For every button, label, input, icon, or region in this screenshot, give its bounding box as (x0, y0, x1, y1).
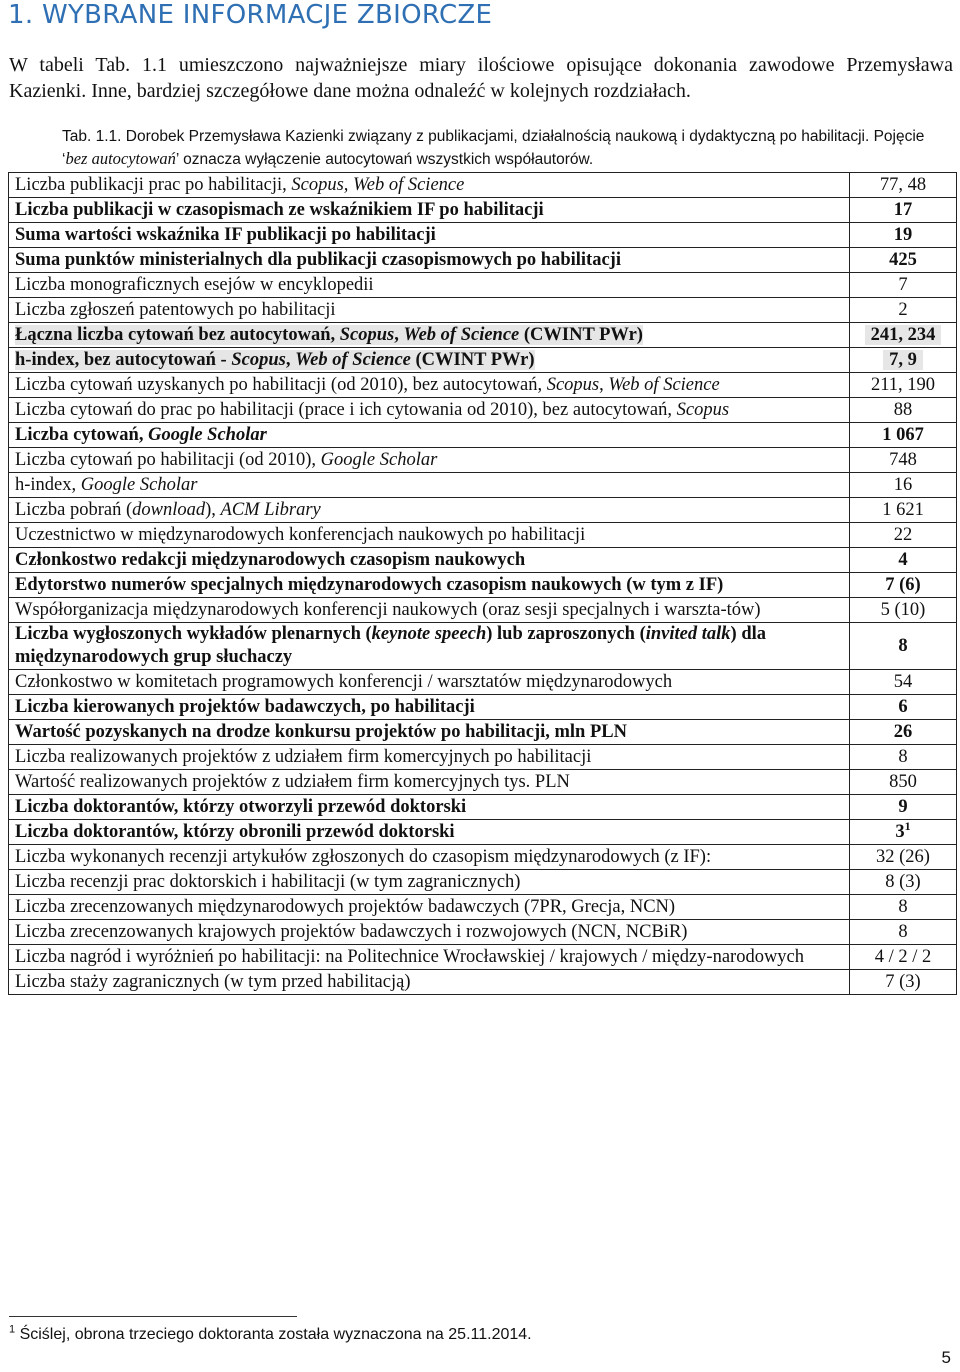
label-segment: Edytorstwo numerów specjalnych międzynarodowych czasopism naukowych (w tym z IF) (15, 574, 724, 595)
row-value (850, 498, 957, 523)
row-label-text (15, 275, 374, 295)
table-row (9, 623, 957, 670)
row-value (850, 348, 957, 373)
row-label-text (15, 922, 687, 942)
row-label (9, 448, 850, 473)
table-row (9, 523, 957, 548)
label-segment: Suma wartości wskaźnika IF publikacji po habilitacji (15, 224, 436, 245)
section-heading: 1. WYBRANE INFORMACJE ZBIORCZE (8, 0, 493, 30)
table-row (9, 770, 957, 795)
label-italic-segment: invited talk (645, 624, 731, 644)
label-segment: h-index, (15, 474, 81, 495)
row-label-text (15, 300, 336, 320)
label-segment: Liczba realizowanych projektów z udziałem firm komercyjnych po habilitacji (15, 746, 592, 767)
label-segment: Liczba zgłoszeń patentowych po habilitacji (15, 299, 336, 320)
row-value (850, 920, 957, 945)
row-value-text: 26 (893, 721, 913, 742)
table-row (9, 273, 957, 298)
table-row (9, 945, 957, 970)
row-label (9, 920, 850, 945)
table-row (9, 398, 957, 423)
label-italic-segment: Scopus (339, 324, 395, 345)
summary-table (8, 172, 957, 995)
label-segment: Liczba wykonanych recenzji artykułów zgłoszonych do czasopism międzynarodowych (z IF): (15, 846, 712, 867)
table-row (9, 423, 957, 448)
caption-text-2: ’ oznacza wyłączenie autocytowań wszystkich współautorów. (175, 151, 594, 168)
footnote-text: Ściślej, obrona trzeciego doktoranta została wyznaczona na 25.11.2014. (19, 1326, 532, 1343)
row-label (9, 795, 850, 820)
row-value (850, 248, 957, 273)
row-value-text: 241, 234 (865, 325, 942, 345)
label-italic-segment: Scopus (546, 374, 600, 395)
row-value-text: 9 (898, 796, 908, 817)
row-label-text (15, 350, 535, 370)
row-value (850, 795, 957, 820)
table-row (9, 323, 957, 348)
row-label (9, 745, 850, 770)
row-label-text (15, 847, 711, 867)
row-value-text: 850 (889, 771, 917, 792)
label-italic-segment: Web of Science (295, 349, 411, 370)
table-row (9, 373, 957, 398)
row-label-text (15, 947, 804, 967)
table-row (9, 820, 957, 845)
row-value-text: 8 (898, 635, 908, 656)
label-segment: Wartość pozyskanych na drodze konkursu projektów po habilitacji, mln PLN (15, 721, 627, 742)
footnote-reference: 1 (904, 818, 911, 833)
row-label-text (15, 400, 729, 420)
row-value (850, 695, 957, 720)
row-label (9, 373, 850, 398)
row-value (850, 398, 957, 423)
label-italic-segment: Scopus (231, 349, 286, 370)
label-italic-segment: download (132, 499, 206, 520)
row-label (9, 970, 850, 995)
label-segment: Liczba cytowań uzyskanych po habilitacji (od 2010), bez autocytowań, (15, 374, 547, 395)
label-segment: h-index, bez autocytowań - (15, 349, 232, 370)
row-label-text (15, 822, 455, 842)
row-label (9, 820, 850, 845)
label-segment: Łączna liczba cytowań bez autocytowań, (15, 324, 340, 345)
row-value (850, 770, 957, 795)
label-segment: Liczba zrecenzowanych krajowych projektów badawczych i rozwojowych (NCN, NCBiR) (15, 921, 688, 942)
label-italic-segment: ACM Library (220, 499, 321, 520)
row-value-text: 32 (26) (876, 846, 930, 867)
row-label (9, 548, 850, 573)
table-row (9, 448, 957, 473)
row-label (9, 573, 850, 598)
row-label-text (15, 475, 197, 495)
table-row (9, 498, 957, 523)
row-label (9, 173, 850, 198)
row-label (9, 198, 850, 223)
row-value (850, 448, 957, 473)
table-row (9, 473, 957, 498)
row-label-text (15, 575, 723, 595)
row-value (850, 623, 957, 670)
row-value (850, 720, 957, 745)
table-row (9, 845, 957, 870)
table-row (9, 198, 957, 223)
row-value (850, 548, 957, 573)
row-label (9, 248, 850, 273)
row-label-text (15, 872, 520, 892)
label-italic-segment: Scopus (676, 399, 730, 420)
row-value (850, 173, 957, 198)
label-segment: Liczba cytowań, (15, 424, 149, 445)
footnote-separator (9, 1316, 297, 1317)
row-label-text (15, 500, 321, 520)
row-label-text (15, 624, 766, 667)
row-label (9, 945, 850, 970)
label-segment: Liczba cytowań do prac po habilitacji (prace i ich cytowania od 2010), bez autocytowań, (15, 399, 677, 420)
page-number: 5 (941, 1348, 951, 1367)
row-label-text (15, 325, 643, 345)
label-segment: , (599, 374, 609, 395)
label-segment: ), (205, 499, 221, 520)
row-value (850, 273, 957, 298)
row-label (9, 423, 850, 448)
row-value (850, 473, 957, 498)
row-label (9, 273, 850, 298)
row-label (9, 670, 850, 695)
row-value-text: 22 (893, 524, 913, 545)
row-value (850, 198, 957, 223)
row-label (9, 498, 850, 523)
row-label (9, 770, 850, 795)
row-value-text: 7 (898, 274, 908, 295)
table-caption (62, 126, 950, 171)
label-segment: ) dla międzynarodowych grup słuchaczy (15, 624, 766, 667)
row-label (9, 695, 850, 720)
label-segment: Uczestnictwo w międzynarodowych konferencjach naukowych po habilitacji (15, 524, 586, 545)
label-segment: Liczba doktorantów, którzy obronili przewód doktorski (15, 821, 455, 842)
label-italic-segment: Web of Science (403, 324, 520, 345)
row-label-text (15, 772, 570, 792)
label-italic-segment: Google Scholar (320, 449, 438, 470)
row-value (850, 598, 957, 623)
label-segment: Liczba zrecenzowanych międzynarodowych projektów badawczych (7PR, Grecja, NCN) (15, 896, 676, 917)
row-label-text (15, 550, 525, 570)
row-value (850, 298, 957, 323)
label-segment: , (285, 349, 296, 370)
table-row (9, 573, 957, 598)
label-segment: (CWINT PWr) (410, 349, 535, 370)
row-label (9, 623, 850, 670)
row-label-text (15, 972, 411, 992)
row-value (850, 745, 957, 770)
label-segment: Współorganizacja międzynarodowych konferencji naukowych (oraz sesji specjalnych i warszta-tów) (15, 599, 761, 620)
row-value-text: 8 (898, 921, 908, 942)
row-value-text: 19 (893, 224, 913, 245)
table-row (9, 298, 957, 323)
row-label-text (15, 897, 675, 917)
row-label-text (15, 525, 585, 545)
row-value-text: 16 (893, 474, 913, 495)
row-value-text: 748 (889, 449, 917, 470)
row-value (850, 970, 957, 995)
row-value (850, 373, 957, 398)
row-label (9, 348, 850, 373)
label-segment: Członkostwo redakcji międzynarodowych czasopism naukowych (15, 549, 526, 570)
label-italic-segment: Google Scholar (80, 474, 198, 495)
label-italic-segment: Web of Science (608, 374, 720, 395)
label-italic-segment: Google Scholar (148, 424, 267, 445)
label-segment: Wartość realizowanych projektów z udziałem firm komercyjnych tys. PLN (15, 771, 570, 792)
row-value-text: 4 (898, 549, 908, 570)
row-value-text: 8 (898, 746, 908, 767)
row-label-text (15, 175, 464, 195)
label-segment: Suma punktów ministerialnych dla publikacji czasopismowych po habilitacji (15, 249, 621, 270)
row-value-text: 2 (898, 299, 908, 320)
row-label-text (15, 600, 761, 620)
row-label (9, 223, 850, 248)
row-value (850, 845, 957, 870)
table-row (9, 598, 957, 623)
row-label-text (15, 450, 437, 470)
label-italic-segment: Scopus, Web of Science (291, 174, 465, 195)
table-row (9, 348, 957, 373)
row-value (850, 870, 957, 895)
row-value-text: 77, 48 (879, 174, 927, 195)
row-label (9, 720, 850, 745)
table-row (9, 795, 957, 820)
table-row (9, 870, 957, 895)
row-value (850, 670, 957, 695)
row-value (850, 423, 957, 448)
row-value-text: 425 (889, 249, 917, 270)
row-value (850, 895, 957, 920)
label-segment: Liczba wygłoszonych wykładów plenarnych ( (15, 624, 372, 644)
label-segment: Liczba kierowanych projektów badawczych, po habilitacji (15, 696, 475, 717)
row-value (850, 523, 957, 548)
label-segment: Liczba publikacji prac po habilitacji, (15, 174, 292, 195)
label-segment: ) lub zaproszonych ( (486, 624, 646, 644)
row-value-text: 5 (10) (880, 599, 926, 620)
label-segment: Liczba pobrań ( (15, 499, 133, 520)
row-label (9, 398, 850, 423)
label-segment: (CWINT PWr) (519, 324, 643, 345)
row-label-text (15, 697, 475, 717)
table-row (9, 720, 957, 745)
row-value-text: 17 (893, 199, 913, 220)
row-value-text: 211, 190 (870, 374, 936, 395)
label-segment: Liczba nagród i wyróżnień po habilitacji: na Politechnice Wrocławskiej / krajowych / między-narodowych (15, 946, 805, 967)
intro-paragraph: W tabeli Tab. 1.1 umieszczono najważniejsze miary ilościowe opisujące dokonania zawodowe Przemysława Kazienki. Inne, bardziej szczegółowe dane można odnaleźć w kolejnych rozdziałach. (9, 54, 953, 102)
row-value-text: 1 621 (882, 499, 924, 520)
caption-italic-term: bez autocytowań (65, 149, 176, 168)
row-value-text: 88 (893, 399, 913, 420)
table-row (9, 920, 957, 945)
footnote-marker: 1 (9, 1323, 16, 1336)
row-label (9, 298, 850, 323)
label-segment: Liczba recenzji prac doktorskich i habilitacji (w tym zagranicznych) (15, 871, 521, 892)
row-value-text: 4 / 2 / 2 (874, 946, 932, 967)
table-row (9, 223, 957, 248)
row-value-text: 1 067 (882, 424, 924, 445)
row-value (850, 945, 957, 970)
footnote (9, 1323, 532, 1344)
table-row (9, 548, 957, 573)
row-label-text (15, 425, 267, 445)
row-label (9, 845, 850, 870)
label-segment: Liczba staży zagranicznych (w tym przed habilitacją) (15, 971, 411, 992)
row-value (850, 573, 957, 598)
row-value-text: 6 (898, 696, 908, 717)
table-row (9, 895, 957, 920)
row-label-text (15, 797, 466, 817)
row-value-text: 8 (898, 896, 908, 917)
table-row (9, 695, 957, 720)
row-label (9, 895, 850, 920)
row-label-text (15, 747, 591, 767)
summary-table-body (9, 173, 957, 995)
caption-prefix: Tab. 1.1. (62, 128, 122, 145)
row-label-text (15, 722, 627, 742)
row-value (850, 323, 957, 348)
row-label (9, 473, 850, 498)
label-segment: Liczba doktorantów, którzy otworzyli przewód doktorski (15, 796, 467, 817)
row-value-text: 7, 9 (883, 350, 923, 370)
row-label (9, 323, 850, 348)
label-segment: Liczba cytowań po habilitacji (od 2010), (15, 449, 321, 470)
row-label-text (15, 375, 720, 395)
caption-text-1: Dorobek Przemysława Kazienki związany z publikacjami, działalnością naukową i dydaktyczną po habilitacji. Pojęcie ‘ (62, 128, 925, 168)
table-row (9, 248, 957, 273)
row-label (9, 523, 850, 548)
label-segment: Liczba monograficznych esejów w encyklopedii (15, 274, 374, 295)
label-segment: Liczba publikacji w czasopismach ze wskaźnikiem IF po habilitacji (15, 199, 544, 220)
row-value-text: 54 (893, 671, 913, 692)
row-value (850, 223, 957, 248)
row-label-text (15, 250, 621, 270)
row-label-text (15, 672, 672, 692)
row-value-text: 3 (895, 821, 905, 842)
row-label (9, 598, 850, 623)
row-value (850, 820, 957, 845)
label-segment: Członkostwo w komitetach programowych konferencji / warsztatów międzynarodowych (15, 671, 673, 692)
table-row (9, 745, 957, 770)
label-segment: , (394, 324, 404, 345)
table-row (9, 173, 957, 198)
row-label-text (15, 225, 436, 245)
table-row (9, 670, 957, 695)
row-label (9, 870, 850, 895)
table-row (9, 970, 957, 995)
row-value-text: 8 (3) (885, 871, 921, 892)
label-italic-segment: keynote speech (371, 624, 487, 644)
row-value-text: 7 (6) (885, 574, 921, 595)
row-label-text (15, 200, 544, 220)
row-value-text: 7 (3) (885, 971, 921, 992)
